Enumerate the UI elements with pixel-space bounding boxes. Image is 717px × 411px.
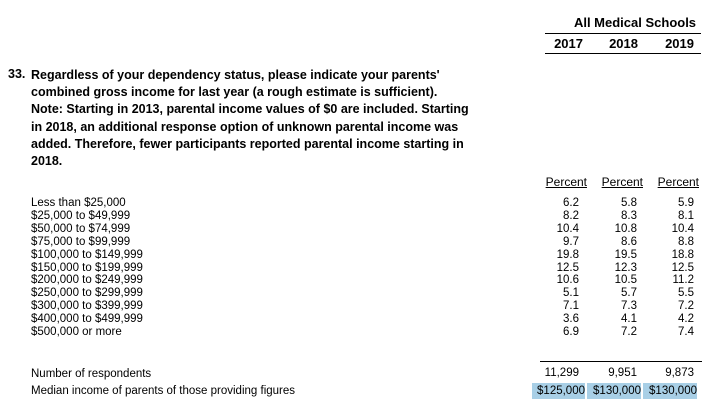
percent-header-2019: Percent [657, 175, 699, 189]
income-row-value: 5.7 [621, 287, 637, 300]
question-text [31, 67, 511, 170]
median-label: Median income of parents of those providing figures [31, 385, 296, 397]
respondents-2018: 9,951 [608, 367, 637, 379]
income-row-value: 8.2 [563, 209, 579, 222]
respondents-label: Number of respondents [31, 368, 152, 380]
income-row-label: Less than $25,000 [31, 197, 126, 209]
income-row-label: $250,000 to $299,999 [31, 287, 143, 300]
income-row-value: 8.6 [621, 235, 637, 248]
question-line: in 2018, an additional response option of unknown parental income was [31, 119, 459, 134]
income-row-label: $100,000 to $149,999 [31, 248, 143, 261]
income-row-value: 7.3 [621, 300, 637, 313]
income-row-label: $200,000 to $249,999 [31, 274, 143, 287]
income-row-label: $150,000 to $199,999 [31, 261, 143, 274]
income-row-value: 7.2 [621, 326, 637, 338]
question-line: Note: Starting in 2013, parental income values of $0 are included. Starting [31, 102, 469, 117]
percent-header-2018: Percent [601, 175, 643, 189]
respondents-2019: 9,873 [665, 367, 694, 379]
income-row-value: 5.9 [678, 197, 694, 209]
income-row-value: 7.4 [678, 326, 694, 338]
income-row-value: 10.4 [556, 222, 579, 235]
question-line: Regardless of your dependency status, please indicate your parents' [31, 68, 440, 82]
income-row-value: 8.3 [621, 209, 637, 222]
income-row-value: 4.2 [678, 313, 694, 326]
income-row-value: 3.6 [563, 313, 579, 326]
income-row-value: 5.1 [563, 287, 579, 300]
income-row-label: $50,000 to $74,999 [31, 222, 131, 235]
income-row-value: 12.3 [614, 261, 637, 274]
income-row-value: 18.8 [671, 248, 694, 261]
header-underline [545, 53, 701, 54]
question-line: added. Therefore, fewer participants reported parental income starting in [31, 136, 464, 151]
income-row-label: $400,000 to $499,999 [31, 313, 143, 326]
question-line: combined gross income for last year (a rough estimate is sufficient). [31, 85, 438, 100]
income-row-value: 10.8 [614, 222, 637, 235]
income-row-label: $25,000 to $49,999 [31, 209, 131, 222]
header-divider [545, 33, 701, 34]
median-2018: $130,000 [587, 383, 641, 399]
income-row-value: 8.8 [678, 235, 694, 248]
income-row-value: 8.1 [678, 209, 694, 222]
income-row-value: 19.5 [614, 248, 637, 261]
income-row-value: 11.2 [672, 274, 694, 287]
income-row-value: 10.6 [556, 274, 579, 287]
year-2018: 2018 [609, 36, 638, 51]
year-2019: 2019 [665, 36, 694, 51]
income-row-label: $300,000 to $399,999 [31, 300, 143, 313]
income-row-value: 7.1 [563, 300, 579, 313]
income-row-value: 5.8 [621, 197, 637, 209]
group-title: All Medical Schools [573, 15, 697, 30]
income-row-value: 6.2 [563, 197, 579, 209]
question-line: 2018. [31, 154, 63, 169]
income-row-value: 12.5 [671, 261, 694, 274]
income-row-value: 12.5 [556, 261, 579, 274]
median-2019: $130,000 [643, 383, 697, 399]
income-row-value: 7.2 [678, 300, 694, 313]
percent-header-2017: Percent [545, 175, 587, 189]
income-row-value: 4.1 [621, 313, 637, 326]
respondents-2017: 11,299 [544, 367, 579, 379]
question-number: 33. [8, 67, 26, 81]
income-row-value: 6.9 [563, 326, 579, 338]
income-row-value: 9.7 [563, 235, 579, 248]
footer-divider [540, 361, 702, 362]
income-row-value: 5.5 [678, 287, 694, 300]
income-row-label: $75,000 to $99,999 [31, 235, 131, 248]
income-row-value: 10.4 [671, 222, 694, 235]
income-row-label: $500,000 or more [31, 326, 122, 338]
year-2017: 2017 [554, 36, 583, 51]
income-row-value: 19.8 [556, 248, 579, 261]
median-2017: $125,000 [532, 383, 585, 399]
income-row-value: 10.5 [614, 274, 637, 287]
